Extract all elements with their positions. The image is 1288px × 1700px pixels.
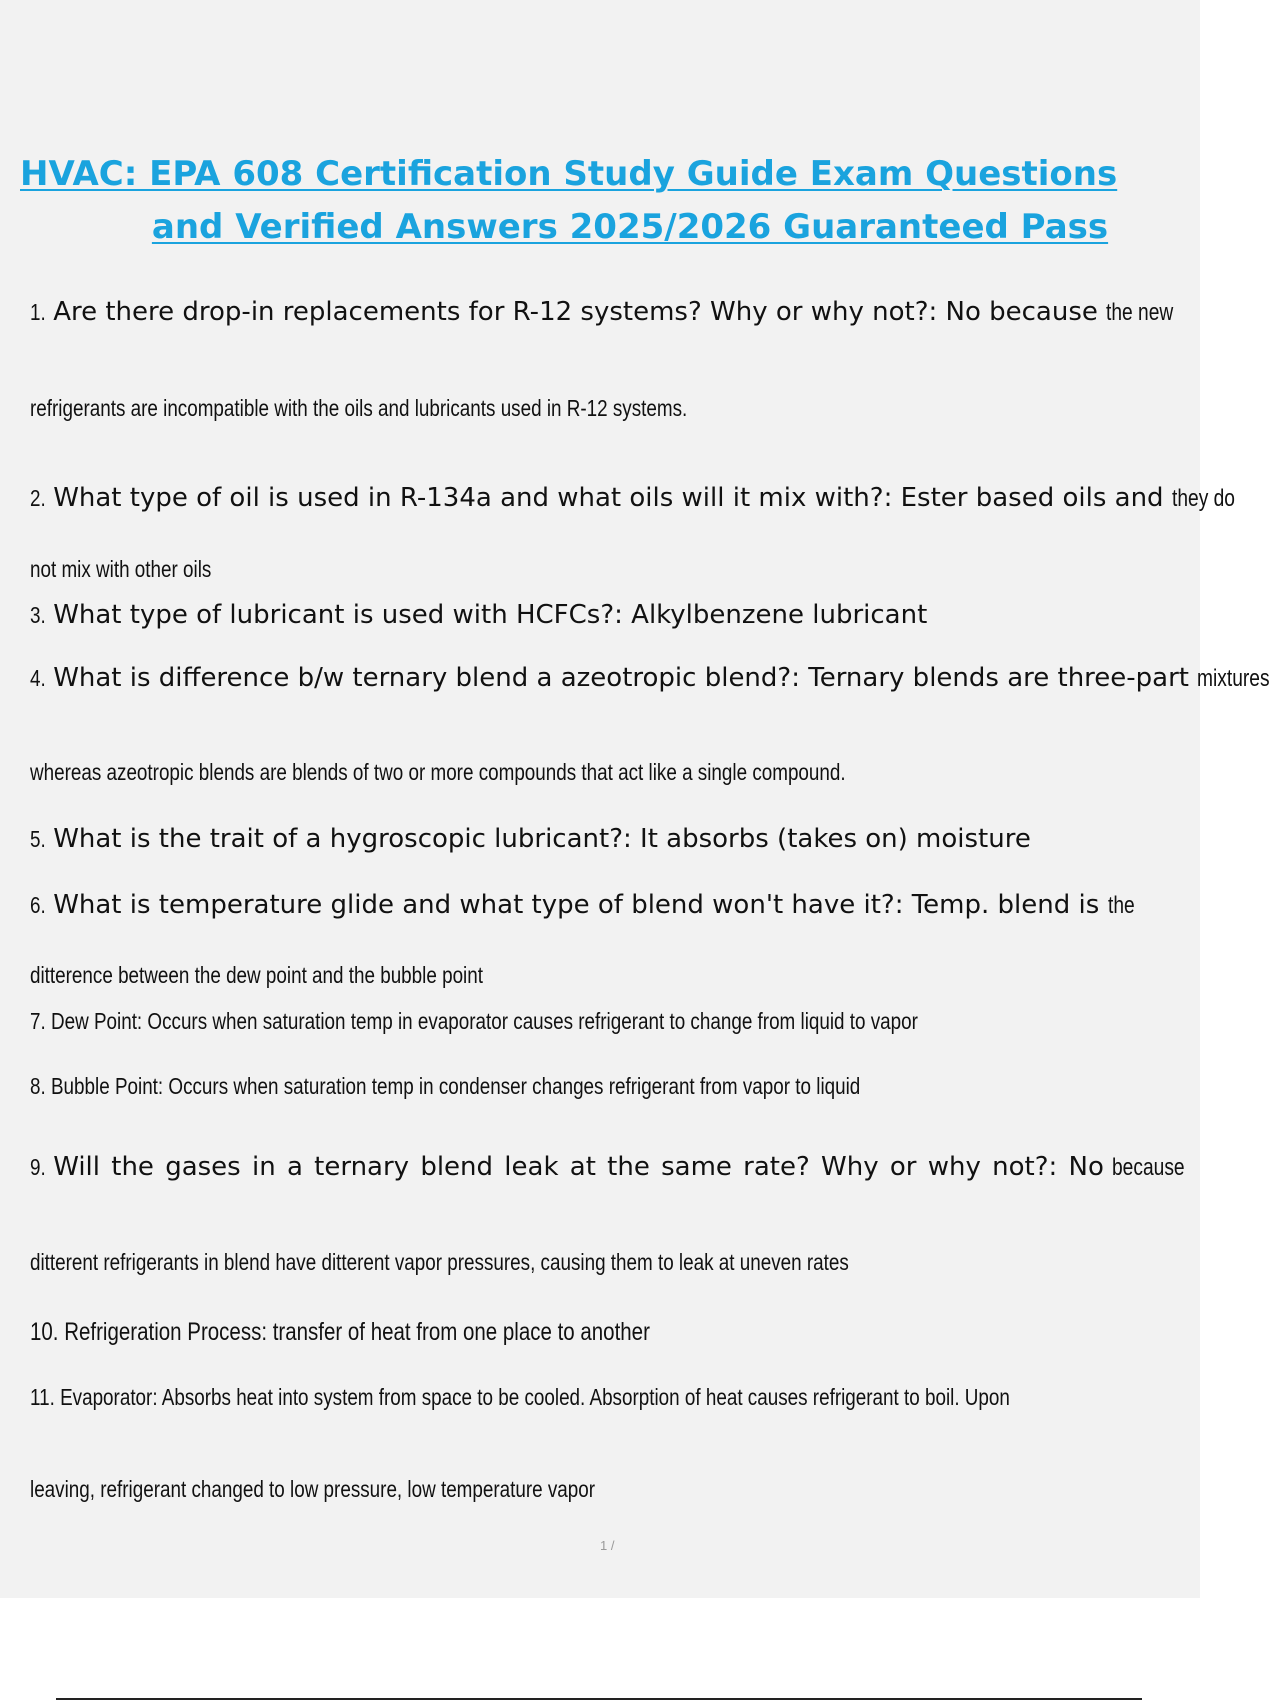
answer-continuation-9: ditterent refrigerants in blend have ditterent vapor pressures, causing them to leak at uneven rates	[30, 1249, 849, 1275]
page-number: 1 /	[600, 1538, 615, 1553]
answer-continuation-2: not mix with other oils	[30, 556, 212, 582]
answer-tail: the new	[1106, 299, 1174, 326]
question-2	[30, 483, 1251, 513]
item-number: 8.	[30, 1073, 46, 1099]
document-title	[20, 148, 1200, 254]
question-6	[30, 890, 1141, 920]
question-text: What is the trait of a hygroscopic lubricant?: It absorbs (takes on) moisture	[53, 824, 1031, 854]
question-text: Will the gases in a ternary blend leak at the same rate? Why or why not?: No	[53, 1152, 1104, 1182]
item-number: 10.	[30, 1318, 59, 1346]
question-number: 1.	[30, 299, 46, 325]
answer-continuation-1: refrigerants are incompatible with the oils and lubricants used in R-12 systems.	[30, 395, 688, 421]
item-7	[30, 1008, 918, 1035]
question-number: 5.	[30, 826, 46, 852]
question-number: 6.	[30, 892, 46, 918]
answer-tail: they do	[1171, 485, 1235, 512]
question-text: What is temperature glide and what type of blend won't have it?: Temp. blend is	[53, 890, 1100, 920]
question-text: What is difference b/w ternary blend a azeotropic blend?: Ternary blends are three-part	[53, 663, 1189, 693]
item-number: 7.	[30, 1008, 46, 1034]
item-10	[30, 1318, 650, 1347]
question-number: 2.	[30, 485, 46, 511]
question-3	[30, 600, 927, 630]
answer-tail: mixtures	[1197, 665, 1270, 692]
item-number: 11.	[30, 1384, 55, 1410]
item-text: Dew Point: Occurs when saturation temp in evaporator causes refrigerant to change from liquid to vapor	[50, 1008, 918, 1034]
item-text: Refrigeration Process: transfer of heat from one place to another	[64, 1318, 650, 1346]
answer-continuation-4: whereas azeotropic blends are blends of two or more compounds that act like a single compound.	[30, 759, 846, 785]
answer-tail: because	[1112, 1154, 1185, 1181]
question-text: What type of oil is used in R-134a and what oils will it mix with?: Ester based oils and	[53, 483, 1164, 513]
question-5	[30, 824, 1031, 854]
answer-tail: the	[1107, 892, 1135, 919]
question-4	[30, 663, 1288, 693]
question-number: 4.	[30, 665, 46, 691]
title-line-2: and Verified Answers 2025/2026 Guaranteed Pass	[151, 207, 1109, 247]
question-9	[30, 1152, 1203, 1182]
question-text: Are there drop-in replacements for R-12 systems? Why or why not?: No because	[53, 297, 1098, 327]
question-text: What type of lubricant is used with HCFCs?: Alkylbenzene lubricant	[53, 600, 928, 630]
item-8	[30, 1073, 860, 1100]
item-text: Bubble Point: Occurs when saturation temp in condenser changes refrigerant from vapor to liquid	[50, 1073, 861, 1099]
question-number: 9.	[30, 1154, 46, 1180]
item-11	[30, 1384, 1010, 1411]
question-1	[30, 297, 1190, 327]
item-text: Evaporator: Absorbs heat into system from space to be cooled. Absorption of heat causes refrigerant to boil. Upon	[60, 1384, 1010, 1410]
title-line-1: HVAC: EPA 608 Certification Study Guide Exam Questions	[20, 154, 1118, 194]
answer-continuation-6: ditterence between the dew point and the bubble point	[30, 962, 483, 988]
question-number: 3.	[30, 602, 46, 628]
answer-continuation-11: leaving, refrigerant changed to low pressure, low temperature vapor	[30, 1476, 596, 1502]
